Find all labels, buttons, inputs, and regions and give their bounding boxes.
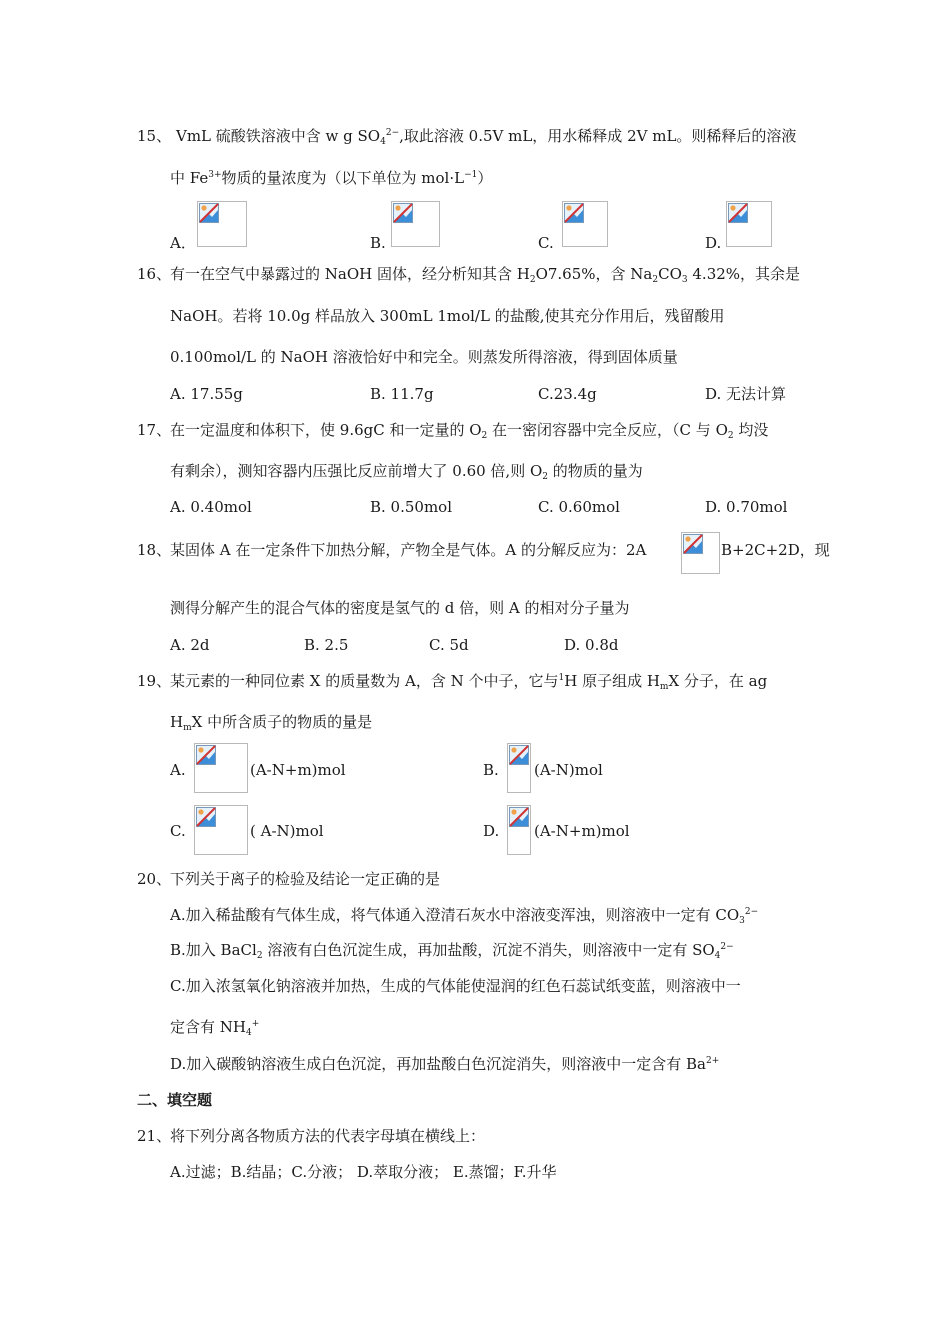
section-2-title: 二、填空题 <box>137 1091 213 1109</box>
question-15-option-d-label: D. <box>705 234 722 252</box>
question-19-option-d-label: D. <box>483 822 500 840</box>
broken-image-icon <box>681 532 720 574</box>
question-18-option-b: B. 2.5 <box>304 636 349 654</box>
question-19-option-a-label: A. <box>170 761 186 779</box>
question-19-option-c-text: ( A-N)mol <box>250 822 324 840</box>
question-17-option-a: A. 0.40mol <box>170 498 252 516</box>
question-17-number: 17、 <box>137 421 172 439</box>
broken-image-icon <box>507 743 531 793</box>
question-18-option-d: D. 0.8d <box>564 636 619 654</box>
question-19-option-b-text: (A-N)mol <box>534 761 603 779</box>
question-18-line2: 测得分解产生的混合气体的密度是氢气的 d 倍，则 A 的相对分子量为 <box>170 599 630 617</box>
question-17-option-c: C. 0.60mol <box>538 498 620 516</box>
question-19-line1: 某元素的一种同位素 X 的质量数为 A，含 N 个中子，它与$^1$H 原子组成 $H_mX$ 分子，在 ag <box>170 672 768 692</box>
question-20-stem: 下列关于离子的检验及结论一定正确的是 <box>170 870 441 888</box>
question-16-line3: 0.100mol/L 的 NaOH 溶液恰好中和完全。则蒸发所得溶液，得到固体质量 <box>170 348 678 366</box>
question-15-option-b-label: B. <box>370 234 386 252</box>
broken-image-icon <box>507 805 531 855</box>
question-18-option-c: C. 5d <box>429 636 469 654</box>
question-19-option-c-label: C. <box>170 822 186 840</box>
question-19-option-a-text: (A-N+m)mol <box>250 761 346 779</box>
question-16-option-c: C.23.4g <box>538 385 597 403</box>
question-15-number: 15、 <box>137 127 172 145</box>
question-21-options: A.过滤；B.结晶；C.分液； D.萃取分液； E.蒸馏；F.升华 <box>170 1163 557 1181</box>
question-18-line1b: B+2C+2D，现 <box>721 541 830 559</box>
question-21-stem: 将下列分离各物质方法的代表字母填在横线上： <box>170 1127 486 1145</box>
question-20-number: 20、 <box>137 870 172 888</box>
broken-image-icon <box>194 805 248 855</box>
broken-image-icon <box>562 201 608 247</box>
question-19-line2: $H_mX$ 中所含质子的物质的量是 <box>170 713 373 733</box>
broken-image-icon <box>726 201 772 247</box>
question-17-option-d: D. 0.70mol <box>705 498 788 516</box>
question-16-option-a: A. 17.55g <box>170 385 243 403</box>
question-20-option-d: D.加入碳酸钠溶液生成白色沉淀，再加盐酸白色沉淀消失，则溶液中一定含有 $Ba^{2+}$ <box>170 1055 720 1073</box>
question-19-number: 19、 <box>137 672 172 690</box>
broken-image-icon <box>197 201 247 247</box>
question-16-line1: 有一在空气中暴露过的 NaOH 固体，经分析知其含 $H_2O7.65\%$，含 $Na_2CO_3$ 4.32%，其余是 <box>170 265 801 285</box>
question-20-option-b: B.加入 BaCl$_2$ 溶液有白色沉淀生成，再加盐酸，沉淀不消失，则溶液中一定有 $SO_4^{2-}$ <box>170 941 734 961</box>
question-20-option-c-line2: 定含有 $NH_4^+$ <box>170 1018 260 1038</box>
question-19-option-d-text: (A-N+m)mol <box>534 822 630 840</box>
question-16-line2: NaOH。若将 10.0g 样品放入 300mL 1mol/L 的盐酸,使其充分作用后，残留酸用 <box>170 307 725 325</box>
question-20-option-a: A.加入稀盐酸有气体生成，将气体通入澄清石灰水中溶液变浑浊，则溶液中一定有 $CO_3^{2-}$ <box>170 906 759 926</box>
question-15-line1: VmL 硫酸铁溶液中含 w g $SO_4^{2-}$,取此溶液 0.5V mL，用水稀释成 2V mL。则稀释后的溶液 <box>176 127 797 147</box>
question-17-line2: 有剩余），测知容器内压强比反应前增大了 0.60 倍,则 $O_2$ 的物质的量为 <box>170 462 643 482</box>
question-15-option-c-label: C. <box>538 234 554 252</box>
question-19-option-b-label: B. <box>483 761 499 779</box>
question-16-option-b: B. 11.7g <box>370 385 434 403</box>
question-21-number: 21、 <box>137 1127 172 1145</box>
broken-image-icon <box>391 201 440 247</box>
question-16-number: 16、 <box>137 265 172 283</box>
question-17-option-b: B. 0.50mol <box>370 498 453 516</box>
question-15-option-a-label: A． <box>170 234 196 252</box>
question-18-number: 18、 <box>137 541 172 559</box>
question-16-option-d: D. 无法计算 <box>705 385 787 403</box>
question-18-line1a: 某固体 A 在一定条件下加热分解，产物全是气体。A 的分解反应为：2A <box>170 541 647 559</box>
question-15-line2: 中 $Fe^{3+}$物质的量浓度为（以下单位为 $mol\cdot L^{-1}$） <box>170 169 493 187</box>
broken-image-icon <box>194 743 248 793</box>
question-18-option-a: A. 2d <box>170 636 210 654</box>
question-17-line1: 在一定温度和体积下，使 9.6gC 和一定量的 $O_2$ 在一密闭容器中完全反应，（C 与 $O_2$ 均没 <box>170 421 769 441</box>
question-20-option-c-line1: C.加入浓氢氧化钠溶液并加热，生成的气体能使湿润的红色石蕊试纸变蓝，则溶液中一 <box>170 977 741 995</box>
